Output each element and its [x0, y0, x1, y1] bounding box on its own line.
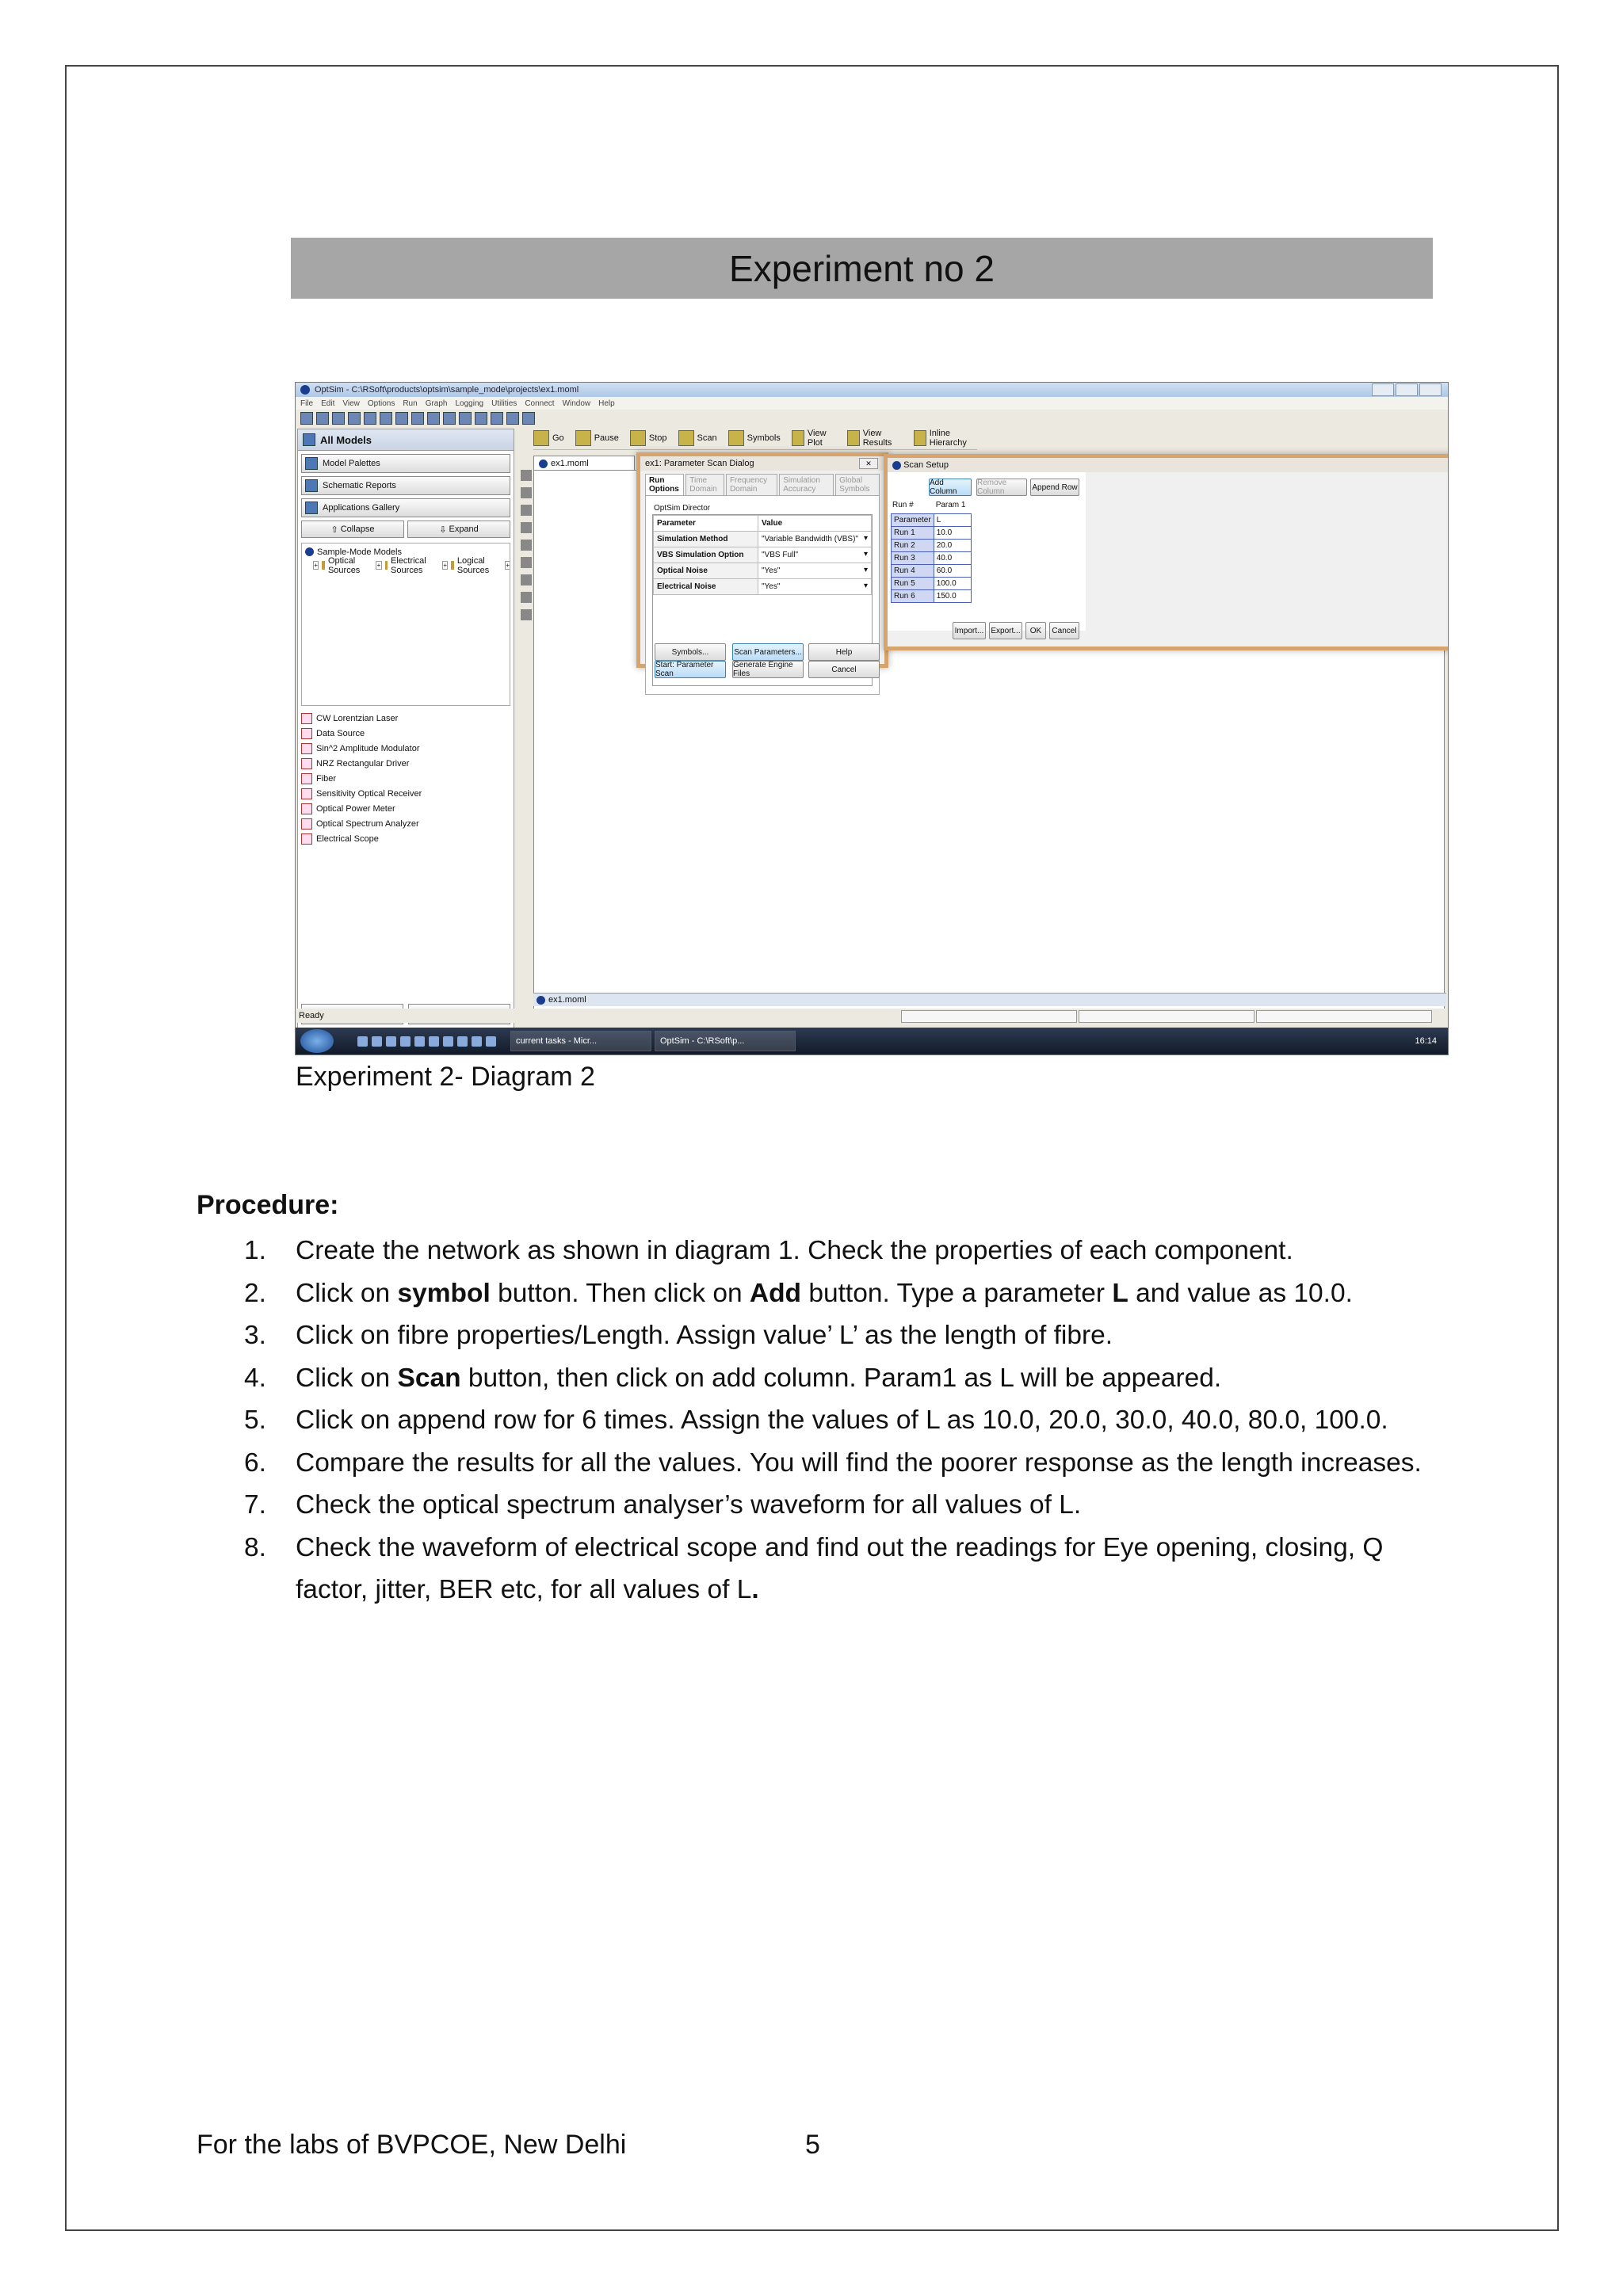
tree-item-label: Logical Sources: [456, 555, 490, 575]
new-icon[interactable]: [300, 412, 313, 425]
taskbar-task-word[interactable]: [510, 1031, 651, 1051]
component-item[interactable]: [301, 786, 510, 801]
taskbar-task-optsim[interactable]: [655, 1031, 796, 1051]
scan-dialog-icon: [892, 461, 901, 470]
scan-run-row: [892, 552, 972, 565]
toolbar-icon: [792, 430, 804, 446]
scan-dialog-titlebar: [888, 458, 1449, 472]
shape-tool-icon[interactable]: [521, 557, 532, 568]
director-label: OptSim Director: [654, 504, 711, 513]
page-number: 5: [805, 2130, 820, 2160]
toolbar-icon: [678, 430, 694, 446]
drawing-palette: [519, 470, 533, 747]
task1-label: current tasks - Micr...: [516, 1036, 598, 1046]
step-number: 2.: [244, 1278, 266, 1308]
toolbar-icon: [533, 430, 549, 446]
start-button[interactable]: [300, 1029, 334, 1053]
scan-run-label: Run 2: [892, 540, 934, 552]
procedure-heading: Procedure:: [197, 1190, 339, 1220]
all-models-label: All Models: [320, 433, 372, 446]
component-label: Sin^2 Amplitude Modulator: [316, 743, 420, 753]
schematic-reports-button[interactable]: [301, 476, 510, 495]
step-text: button. Type a parameter: [801, 1278, 1113, 1308]
scan-parameters-button[interactable]: Scan Parameters...: [732, 643, 804, 661]
task2-label: OptSim - C:\RSoft\p...: [660, 1036, 745, 1046]
scan-run-value[interactable]: 10.0: [934, 527, 971, 540]
close-button[interactable]: [1419, 383, 1442, 396]
menu-item[interactable]: Utilities: [491, 399, 517, 408]
gallery-icon: [305, 502, 318, 514]
grid-icon[interactable]: [506, 412, 519, 425]
tab-global-symbols[interactable]: Global Symbols: [835, 474, 880, 495]
model-tree: [301, 543, 510, 706]
folder-icon: [322, 561, 325, 570]
param-dialog-title: ex1: Parameter Scan Dialog: [640, 456, 884, 471]
param-row-label: Parameter: [892, 514, 934, 527]
select-tool-icon[interactable]: [521, 470, 532, 481]
procedure-step: [197, 1484, 1433, 1527]
component-item[interactable]: [301, 771, 510, 786]
component-icon: [301, 773, 312, 784]
window-titlebar: [296, 383, 1448, 397]
step-text-bold: .: [751, 1575, 759, 1604]
step-text-bold: L: [1112, 1278, 1128, 1308]
component-label: Optical Power Meter: [316, 803, 395, 814]
scan-run-value[interactable]: 20.0: [934, 540, 971, 552]
doc-icon: [539, 460, 548, 468]
toolbar-view-plot-button[interactable]: [792, 429, 836, 448]
step-number: 8.: [244, 1532, 266, 1562]
director-row: [654, 563, 872, 579]
toolbar-label: Stop: [648, 433, 667, 443]
toolbar-icon: [575, 430, 591, 446]
scan-run-label: Run 3: [892, 552, 934, 565]
step-text-bold: symbol: [397, 1278, 491, 1308]
report-icon: [305, 479, 318, 492]
toolbar-label: Inline Hierarchy: [929, 429, 967, 448]
toolbar-icon: [630, 430, 646, 446]
main-toolbar: [296, 410, 538, 427]
simulation-toolbar: [533, 427, 977, 450]
export-button[interactable]: Export...: [989, 622, 1022, 639]
tree-expander-icon[interactable]: +: [443, 562, 447, 569]
component-label: CW Lorentzian Laser: [316, 713, 399, 723]
tab-simulation-accuracy[interactable]: Simulation Accuracy: [779, 474, 834, 495]
status-boxes: [901, 1010, 1432, 1023]
collapse-expand-row: [301, 521, 510, 538]
director-param: Simulation Method: [654, 532, 758, 547]
param-dialog-tabs: [640, 471, 884, 495]
component-item[interactable]: [301, 741, 510, 756]
redo-icon[interactable]: [380, 412, 392, 425]
doc-icon: [537, 996, 545, 1005]
component-label: Sensitivity Optical Receiver: [316, 788, 422, 799]
scan-run-label: Run 6: [892, 590, 934, 603]
scan-setup-dialog: [884, 454, 1449, 650]
scan-run-value[interactable]: 40.0: [934, 552, 971, 565]
status-text: Ready: [299, 1011, 324, 1020]
step-text: Click on: [296, 1278, 398, 1308]
step-number: 4.: [244, 1363, 266, 1393]
tree-expander-icon[interactable]: +: [506, 562, 510, 569]
tree-item[interactable]: [368, 555, 431, 575]
component-item[interactable]: [301, 831, 510, 846]
step-number: 5.: [244, 1405, 266, 1435]
step-text: Compare the results for all the values. You will find the poorer response as the length increases.: [296, 1447, 1422, 1478]
component-icon: [301, 713, 312, 724]
menu-item[interactable]: Graph: [425, 399, 448, 408]
step-text: Check the optical spectrum analyser’s waveform for all values of L.: [296, 1490, 1082, 1520]
tab-run-options[interactable]: Run Options: [645, 474, 684, 495]
procedure-step: [197, 1230, 1433, 1272]
director-value-dropdown[interactable]: "VBS Full" ▾: [758, 547, 872, 563]
find-icon[interactable]: [443, 412, 456, 425]
col-parameter: Parameter: [654, 516, 758, 532]
director-table: [653, 515, 872, 595]
component-item[interactable]: [301, 711, 510, 726]
tree-root-label: Sample-Mode Models: [317, 547, 402, 557]
step-number: 1.: [244, 1236, 266, 1265]
generate-engine-files-button[interactable]: Generate Engine Files: [732, 661, 804, 678]
scan-dialog-title: Scan Setup: [903, 460, 949, 470]
models-icon: [303, 433, 315, 446]
toolbar-label: View Results: [862, 429, 892, 448]
paste-icon[interactable]: [427, 412, 440, 425]
director-param: VBS Simulation Option: [654, 547, 758, 563]
point-tool-icon[interactable]: [521, 487, 532, 498]
model-palettes-button[interactable]: [301, 454, 510, 473]
applications-gallery-label: Applications Gallery: [323, 503, 400, 513]
expand-label: Expand: [449, 524, 479, 534]
applications-gallery-button[interactable]: [301, 498, 510, 517]
canvas-tab[interactable]: [533, 456, 635, 471]
bottom-doc-tab[interactable]: [533, 993, 1446, 1006]
component-icon: [301, 803, 312, 814]
bottom-tab-label: ex1.moml: [548, 995, 586, 1005]
folder-icon: [451, 561, 454, 570]
scan-run-row: [892, 578, 972, 590]
scan-run-value[interactable]: 60.0: [934, 565, 971, 578]
component-label: Electrical Scope: [316, 833, 379, 844]
step-text-bold: Add: [749, 1278, 802, 1308]
scan-run-row: [892, 565, 972, 578]
tree-expander-icon[interactable]: +: [314, 562, 319, 569]
toolbar-symbols-button[interactable]: [728, 430, 781, 446]
component-label: Optical Spectrum Analyzer: [316, 818, 419, 829]
director-param: Electrical Noise: [654, 579, 758, 595]
toolbar-label: Scan: [697, 433, 717, 443]
step-number: 3.: [244, 1321, 266, 1350]
append-row-button[interactable]: Append Row: [1030, 479, 1079, 496]
scan-run-label: Run 5: [892, 578, 934, 590]
col-param1: Param 1: [935, 501, 966, 509]
step-number: 7.: [244, 1490, 266, 1520]
zoom-fit-icon[interactable]: [491, 412, 503, 425]
procedure-step: [197, 1399, 1433, 1442]
step-text: Click on: [296, 1363, 398, 1393]
step-number: 6.: [244, 1447, 266, 1478]
scan-table: [891, 513, 972, 603]
schematic-reports-label: Schematic Reports: [323, 481, 396, 490]
toolbar-scan-button[interactable]: [678, 430, 717, 446]
tree-item-label: Electrical Sources: [391, 555, 426, 575]
scan-run-label: Run 4: [892, 565, 934, 578]
toolbar-pause-button[interactable]: [575, 430, 619, 446]
scan-table-headers: [892, 501, 965, 509]
quick-launch: [357, 1036, 496, 1047]
root-icon: [305, 547, 314, 556]
menu-item[interactable]: File: [300, 399, 314, 408]
expand-button[interactable]: [407, 521, 510, 538]
menu-item[interactable]: Edit: [321, 399, 335, 408]
delete-tool-icon[interactable]: [521, 540, 532, 551]
symbols-button[interactable]: Symbols...: [655, 643, 726, 661]
scan-run-value[interactable]: 150.0: [934, 590, 971, 603]
add-column-button[interactable]: Add Column: [929, 479, 972, 496]
menu-item[interactable]: Run: [403, 399, 418, 408]
toolbar-icon: [728, 430, 744, 446]
director-row: [654, 547, 872, 563]
procedure-step: [197, 1314, 1433, 1357]
tree-item[interactable]: [305, 555, 365, 575]
menu-item[interactable]: Help: [598, 399, 615, 408]
menu-item[interactable]: Logging: [455, 399, 484, 408]
component-icon: [301, 833, 312, 845]
director-row: [654, 532, 872, 547]
component-label: Fiber: [316, 773, 337, 784]
step-text: button, then click on add column. Param1 as L will be appeared.: [460, 1363, 1222, 1393]
menu-item[interactable]: View: [342, 399, 360, 408]
component-item[interactable]: [301, 801, 510, 816]
import-button[interactable]: Import...: [953, 622, 986, 639]
param-dialog-close-button[interactable]: ✕: [859, 458, 878, 469]
taskbar-clock: 16:14: [1415, 1036, 1437, 1046]
collapse-button[interactable]: [301, 521, 404, 538]
procedure-step: [197, 1357, 1433, 1400]
all-models-header[interactable]: [298, 429, 514, 451]
tree-expander-icon[interactable]: +: [376, 562, 381, 569]
save-icon[interactable]: [332, 412, 345, 425]
tree-item[interactable]: [434, 555, 494, 575]
component-icon: [301, 728, 312, 739]
cut-icon[interactable]: [395, 412, 408, 425]
col-value: Value: [758, 516, 872, 532]
print-icon[interactable]: [348, 412, 361, 425]
param-tool-icon[interactable]: [521, 609, 532, 620]
toolbar-go-button[interactable]: [533, 430, 564, 446]
figure-caption: Experiment 2- Diagram 2: [296, 1062, 595, 1092]
collapse-label: Collapse: [340, 524, 375, 534]
collapse-icon: ⇧: [330, 524, 341, 535]
ok-button[interactable]: OK: [1025, 622, 1046, 639]
tree-item[interactable]: [497, 559, 510, 572]
scan-run-label: Run 1: [892, 527, 934, 540]
menu-item[interactable]: Options: [367, 399, 395, 408]
expand-icon: ⇩: [439, 524, 449, 535]
footer-text: For the labs of BVPCOE, New Delhi: [197, 2130, 627, 2160]
component-item[interactable]: [301, 756, 510, 771]
step-text: Click on append row for 6 times. Assign the values of L as 10.0, 20.0, 30.0, 40.0, 80.0, 100.0.: [296, 1405, 1388, 1435]
scan-run-row: [892, 527, 972, 540]
help-button[interactable]: Help: [808, 643, 880, 661]
cancel-button[interactable]: Cancel: [808, 661, 880, 678]
component-label: NRZ Rectangular Driver: [316, 758, 410, 769]
folder-icon: [385, 561, 388, 570]
window-title: OptSim - C:\RSoft\products\optsim\sample_mode\projects\ex1.moml: [315, 385, 579, 395]
procedure-step: [197, 1272, 1433, 1315]
procedure-list: [197, 1230, 1433, 1611]
param-row-value[interactable]: L: [934, 514, 971, 527]
maximize-button[interactable]: [1396, 383, 1418, 396]
step-text: Click on fibre properties/Length. Assign value’ L’ as the length of fibre.: [296, 1321, 1113, 1350]
diamond-tool-icon[interactable]: [521, 505, 532, 516]
scan-run-value[interactable]: 100.0: [934, 578, 971, 590]
remove-column-button[interactable]: Remove Column: [976, 479, 1027, 496]
director-value-dropdown[interactable]: "Variable Bandwidth (VBS)" ▾: [758, 532, 872, 547]
start-parameter-scan-button[interactable]: Start: Parameter Scan: [655, 661, 726, 678]
director-param: Optical Noise: [654, 563, 758, 579]
scan-param-row: [892, 514, 972, 527]
rect-tool-icon[interactable]: [521, 574, 532, 585]
tab-time-domain[interactable]: Time Domain: [685, 474, 724, 495]
window-controls: [1372, 383, 1442, 396]
director-value-dropdown[interactable]: "Yes" ▾: [758, 579, 872, 595]
component-icon: [301, 818, 312, 830]
scan-run-row: [892, 540, 972, 552]
procedure-step: [197, 1527, 1433, 1611]
menu-item[interactable]: Window: [562, 399, 591, 408]
toolbar-inline-hierarchy-button[interactable]: [914, 429, 977, 448]
help-icon[interactable]: [522, 412, 535, 425]
minimize-button[interactable]: [1372, 383, 1394, 396]
toolbar-icon: [847, 430, 860, 446]
optsim-logo-icon: [300, 385, 310, 395]
step-text: Check the waveform of electrical scope and find out the readings for Eye opening, closing, Q factor, jitter, BER etc, for all values of L: [296, 1532, 1384, 1604]
toolbar-label: View Plot: [807, 429, 827, 448]
menu-bar: [296, 397, 1448, 410]
component-icon: [301, 743, 312, 754]
open-icon[interactable]: [316, 412, 329, 425]
component-item[interactable]: [301, 726, 510, 741]
flag-tool-icon[interactable]: [521, 522, 532, 533]
palette-icon: [305, 457, 318, 470]
toolbar-label: Pause: [594, 433, 619, 443]
step-text: and value as 10.0.: [1128, 1278, 1353, 1308]
toolbar-label: Symbols: [747, 433, 781, 443]
component-label: Data Source: [316, 728, 365, 738]
canvas-tab-label: ex1.moml: [551, 459, 589, 468]
step-text-bold: Scan: [397, 1363, 461, 1393]
model-library-panel: [297, 429, 514, 1028]
model-palettes-label: Model Palettes: [323, 459, 380, 468]
col-run: Run #: [892, 501, 914, 509]
toolbar-view-results-button[interactable]: [847, 429, 903, 448]
toolbar-label: Go: [552, 433, 564, 443]
parameter-scan-dialog: [636, 452, 888, 678]
experiment-title: Experiment no 2: [291, 238, 1433, 299]
toolbar-stop-button[interactable]: [630, 430, 667, 446]
component-list: [301, 711, 510, 972]
component-icon: [301, 788, 312, 799]
step-text: button. Then click on: [490, 1278, 750, 1308]
toolbar-icon: [914, 430, 926, 446]
optsim-screenshot: [295, 382, 1449, 1055]
step-text: Create the network as shown in diagram 1. Check the properties of each component.: [296, 1236, 1293, 1265]
zoom-in-icon[interactable]: [459, 412, 472, 425]
taskbar: [296, 1028, 1448, 1055]
procedure-step: [197, 1442, 1433, 1485]
component-icon: [301, 758, 312, 769]
zoom-out-icon[interactable]: [475, 412, 487, 425]
undo-icon[interactable]: [364, 412, 376, 425]
cancel-button[interactable]: Cancel: [1049, 622, 1079, 639]
tab-frequency-domain[interactable]: Frequency Domain: [726, 474, 777, 495]
director-value-dropdown[interactable]: "Yes" ▾: [758, 563, 872, 579]
scan-run-row: [892, 590, 972, 603]
director-row: [654, 579, 872, 595]
text-tool-icon[interactable]: [521, 592, 532, 603]
copy-icon[interactable]: [411, 412, 424, 425]
tree-item-label: Optical Sources: [327, 555, 361, 575]
component-item[interactable]: [301, 816, 510, 831]
menu-item[interactable]: Connect: [525, 399, 555, 408]
